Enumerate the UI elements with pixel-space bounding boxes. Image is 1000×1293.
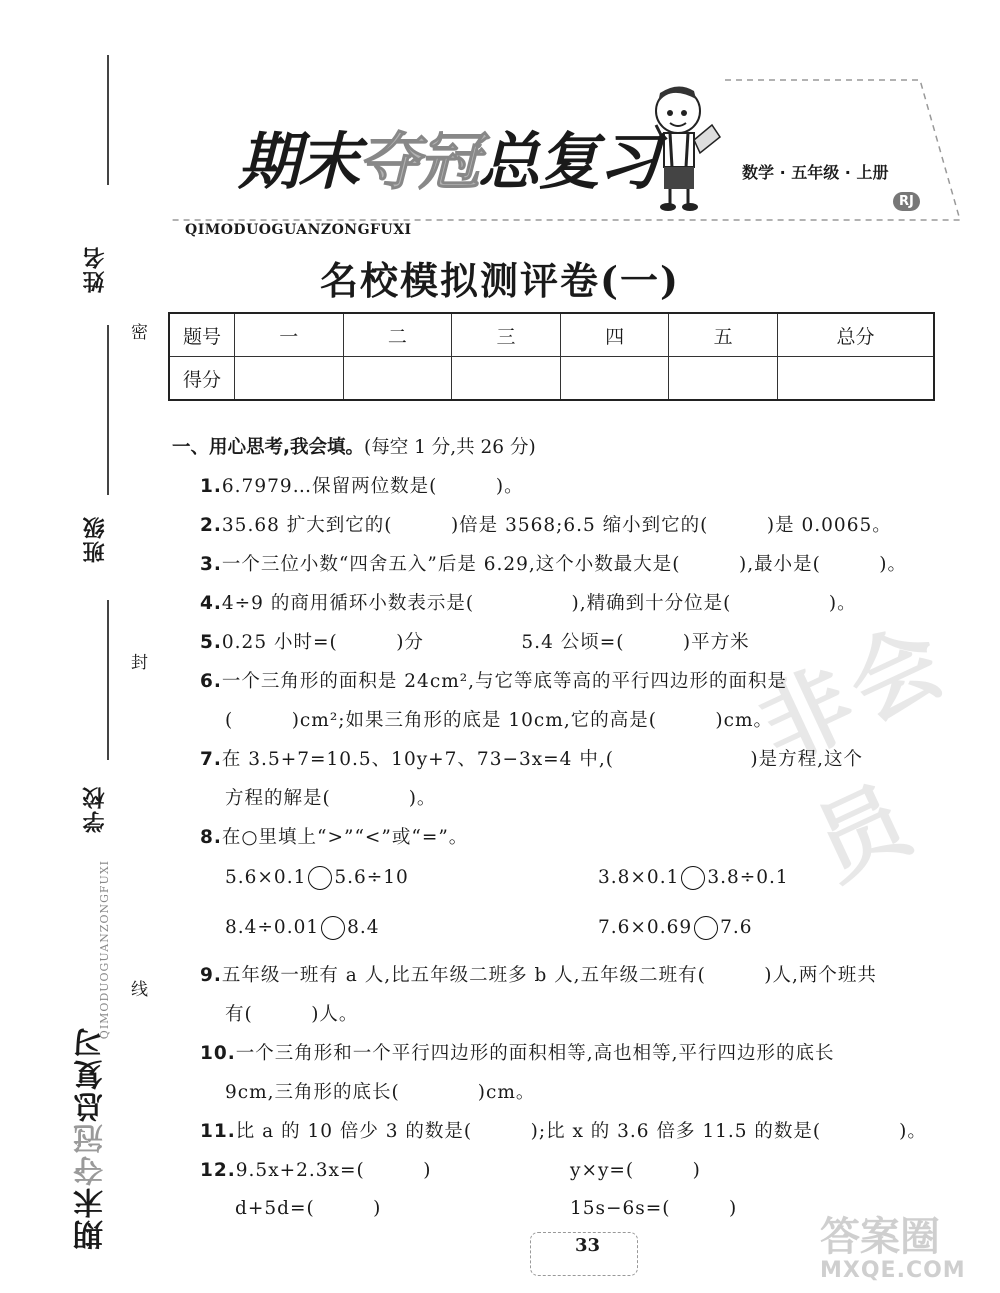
score-header-cell: 三 [452, 313, 561, 357]
brand-dark: 期末 [238, 125, 359, 198]
question-text: 一个三角形和一个平行四边形的面积相等,高也相等,平行四边形的底长 [235, 1043, 835, 1064]
side-pinyin: QIMODUOGUANZONGFUXI [98, 860, 111, 1040]
brand-logo [238, 112, 658, 201]
score-table [168, 312, 935, 401]
question-12 [200, 1156, 431, 1182]
compare-item [225, 866, 409, 890]
question-3 [200, 550, 907, 576]
score-header-cell: 二 [343, 313, 452, 357]
compare-right: 5.6÷10 [334, 867, 409, 888]
question-number: 5. [200, 632, 222, 653]
brand-light: 夺冠 [358, 125, 479, 198]
score-input-cell[interactable] [669, 357, 778, 401]
question-number: 3. [200, 554, 222, 575]
school-label: 学校 [83, 785, 108, 833]
compare-item [598, 916, 753, 940]
side-brand-dark: 期末 [74, 1186, 109, 1250]
score-header-cell: 题号 [169, 313, 235, 357]
question-8 [200, 823, 468, 849]
question-9-cont: 有( )人。 [225, 1004, 359, 1025]
question-7-cont: 方程的解是( )。 [225, 788, 437, 809]
margin-line [107, 55, 109, 185]
question-text: 4÷9 的商用循环小数表示是( ),精确到十分位是( )。 [221, 593, 857, 614]
question-number: 7. [200, 749, 222, 770]
question-text: 比 a 的 10 倍少 3 的数是( );比 x 的 3.6 倍多 11.5 的数是( )。 [235, 1121, 927, 1142]
question-7 [200, 745, 863, 771]
compare-circle[interactable] [321, 916, 345, 940]
question-12-b: y×y=( ) [570, 1160, 701, 1181]
question-2 [200, 511, 892, 537]
side-brand-logo [70, 1026, 110, 1250]
brand-pinyin: QIMODUOGUANZONGFUXI [185, 222, 412, 238]
question-number: 12. [200, 1160, 236, 1181]
compare-circle[interactable] [681, 866, 705, 890]
cut-mark-xian: 线 [131, 980, 148, 1000]
question-number: 4. [200, 593, 222, 614]
question-text: 9.5x+2.3x=( ) [235, 1160, 432, 1181]
corner-watermark: 答案圈 [820, 1214, 940, 1260]
compare-item [225, 916, 380, 940]
question-4 [200, 589, 857, 615]
score-input-cell[interactable] [452, 357, 561, 401]
class-label: 班级 [83, 515, 108, 563]
question-text: 在○里填上“>”“<”或“=”。 [221, 827, 469, 848]
section-heading [172, 433, 536, 459]
compare-left: 3.8×0.1 [598, 867, 680, 888]
question-number: 10. [200, 1043, 236, 1064]
compare-left: 5.6×0.1 [225, 867, 307, 888]
watermark-text: 非会员 [744, 604, 967, 901]
question-text: 6.7979…保留两位数是( )。 [221, 476, 524, 497]
cut-mark-feng: 封 [131, 653, 148, 673]
score-row-label: 得分 [169, 357, 235, 401]
compare-right: 3.8÷0.1 [707, 867, 789, 888]
score-header-cell: 总分 [778, 313, 935, 357]
score-value-row [169, 357, 934, 401]
page-number: 33 [575, 1235, 601, 1256]
question-10-cont: 9cm,三角形的底长( )cm。 [225, 1082, 536, 1103]
question-text: 一个三位小数“四舍五入”后是 6.29,这个小数最大是( ),最小是( )。 [221, 554, 908, 575]
score-input-cell[interactable] [778, 357, 935, 401]
question-text: 五年级一班有 a 人,比五年级二班多 b 人,五年级二班有( )人,两个班共 [221, 965, 877, 986]
corner-watermark-url: MXQE.COM [820, 1258, 966, 1283]
question-1 [200, 472, 524, 498]
question-10 [200, 1039, 835, 1065]
compare-item [598, 866, 789, 890]
question-number: 9. [200, 965, 222, 986]
section-title: 一、用心思考,我会填。 [172, 437, 365, 458]
question-text: 35.68 扩大到它的( )倍是 3568;6.5 缩小到它的( )是 0.0065。 [221, 515, 892, 536]
question-text: 一个三角形的面积是 24cm²,与它等底等高的平行四边形的面积是 [221, 671, 788, 692]
page-title: 名校模拟测评卷(一) [320, 258, 680, 303]
compare-circle[interactable] [308, 866, 332, 890]
compare-right: 8.4 [347, 917, 380, 938]
score-header-cell: 五 [669, 313, 778, 357]
score-header-row [169, 313, 934, 357]
question-number: 2. [200, 515, 222, 536]
question-6 [200, 667, 787, 693]
question-6-cont: ( )cm²;如果三角形的底是 10cm,它的高是( )cm。 [225, 710, 774, 731]
cut-mark-mi: 密 [131, 323, 148, 343]
question-number: 1. [200, 476, 222, 497]
side-brand-dark: 总复习 [74, 1026, 109, 1122]
score-input-cell[interactable] [235, 357, 344, 401]
compare-left: 8.4÷0.01 [225, 917, 320, 938]
edition-badge: RJ [893, 192, 920, 211]
question-number: 6. [200, 671, 222, 692]
name-label: 姓名 [83, 245, 108, 293]
question-12-c: d+5d=( ) [235, 1198, 382, 1219]
margin-line [107, 325, 109, 495]
cartoon-boy-icon [656, 86, 720, 211]
compare-left: 7.6×0.69 [598, 917, 693, 938]
compare-right: 7.6 [720, 917, 753, 938]
subject-label: 数学 · 五年级 · 上册 [742, 163, 889, 182]
score-input-cell[interactable] [560, 357, 669, 401]
question-number: 11. [200, 1121, 236, 1142]
side-brand-light: 夺冠 [74, 1122, 109, 1186]
margin-line [107, 600, 109, 760]
question-5 [200, 628, 750, 654]
question-11 [200, 1117, 927, 1143]
score-header-cell: 一 [235, 313, 344, 357]
section-note: (每空 1 分,共 26 分) [364, 437, 536, 458]
question-text: 0.25 小时=( )分 5.4 公顷=( )平方米 [221, 632, 750, 653]
question-9 [200, 961, 877, 987]
brand-dark: 总复习 [478, 125, 659, 198]
question-text: 在 3.5+7=10.5、10y+7、73−3x=4 中,( )是方程,这个 [221, 749, 864, 770]
score-header-cell: 四 [560, 313, 669, 357]
compare-circle[interactable] [694, 916, 718, 940]
score-input-cell[interactable] [343, 357, 452, 401]
question-number: 8. [200, 827, 222, 848]
question-12-d: 15s−6s=( ) [570, 1198, 738, 1219]
